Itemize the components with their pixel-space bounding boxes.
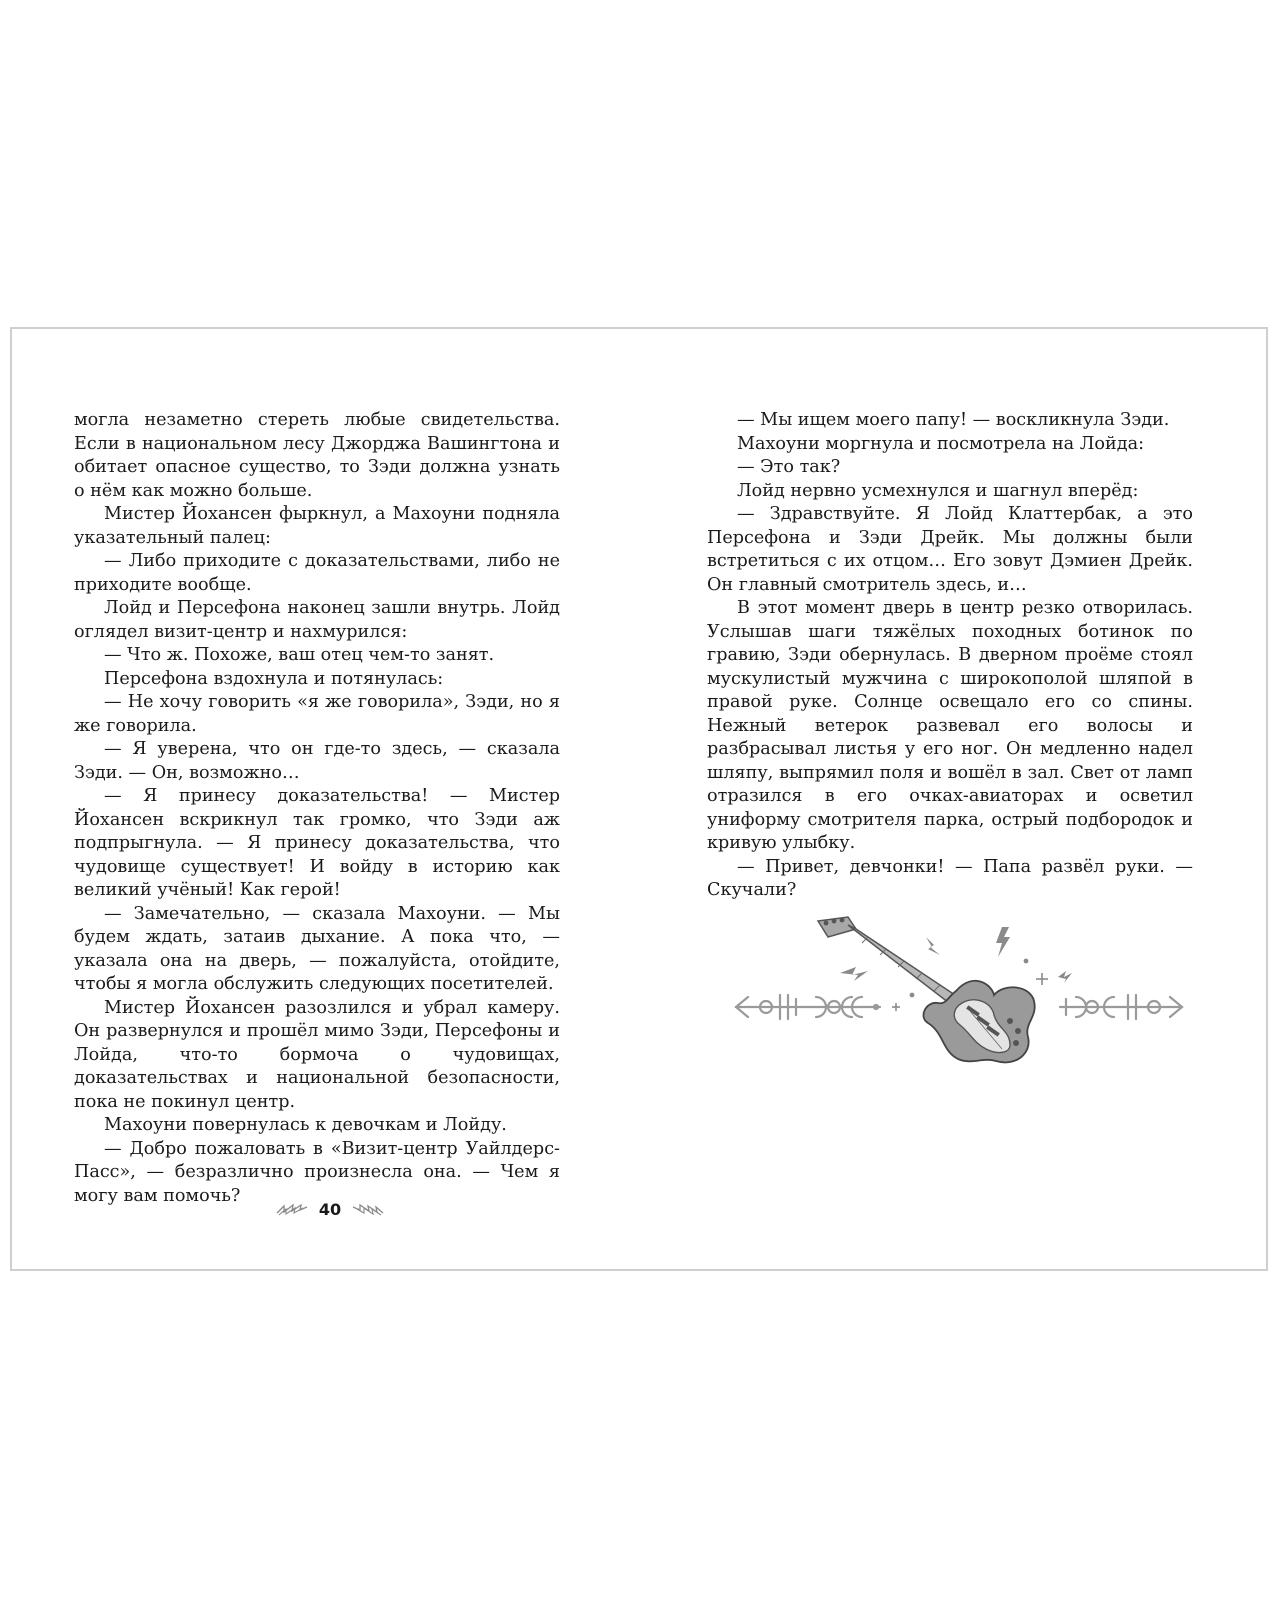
paragraph: — Здравствуйте. Я Лойд Клаттербак, а это Персефона и Зэди Дрейк. Мы должны были встретиться с их отцом… Его зовут Дэмиен Дрейк. Он главный смотритель здесь, и… — [707, 504, 1193, 595]
paragraph: Лойд нервно усмехнулся и шагнул вперёд: — [737, 480, 1139, 501]
left-page — [74, 409, 560, 1208]
paragraph: В этот момент дверь в центр резко отворилась. Услышав шаги тяжёлых походных ботинок по гравию, Зэди обернулась. В дверном проёме стоял мускулистый мужчина с широкополой шляпой в правой руке. Солнце освещало его со спины. Нежный ветерок развевал его волосы и разбрасывал листья у его ног. Он медленно надел шляпу, выпрямил поля и вошёл в зал. Свет от ламп отразился в его очках-авиаторах и осветил униформу смотрителя парка, острый подбородок и кривую улыбку. — [707, 598, 1193, 853]
paragraph: могла незаметно стереть любые свидетельства. Если в национальном лесу Джорджа Вашингтона и обитает опасное существо, то Зэди должна узнать о нём как можно больше. — [74, 410, 560, 501]
paragraph: — Я уверена, что он где-то здесь, — сказала Зэди. — Он, возможно… — [74, 739, 560, 783]
page-number: 40 — [318, 1199, 342, 1219]
right-page — [707, 409, 1193, 903]
paragraph: Махоуни моргнула и посмотрела на Лойда: — [737, 433, 1145, 454]
paragraph: Персефона вздохнула и потянулась: — [104, 668, 444, 689]
paragraph: Махоуни повернулась к девочкам и Лойду. — [104, 1115, 507, 1135]
paragraph: Мистер Йохансен фыркнул, а Махоуни подняла указательный палец: — [74, 504, 560, 548]
paragraph: — Привет, девчонки! — Папа развёл руки. — Скучали? — [707, 856, 1193, 900]
page-number-footer — [270, 1197, 390, 1221]
guitar-illustration — [730, 899, 1200, 1069]
paragraph: — Это так? — [737, 457, 841, 477]
paragraph: — Что ж. Похоже, ваш отец чем-то занят. — [104, 645, 495, 665]
paragraph: — Добро пожаловать в «Визит-центр Уайлдерс-Пасс», — безразлично произнесла она. — Чем я могу вам помочь? — [74, 1138, 560, 1206]
paragraph: — Я принесу доказательства! — Мистер Йохансен вскрикнул так громко, что Зэди аж подпрыгнула. — Я принесу доказательства, что чудовище существует! И войду в историю как великий учёный! Как герой! — [74, 786, 560, 900]
paragraph: — Не хочу говорить «я же говорила», Зэди, но я же говорила. — [74, 692, 560, 736]
lightning-ornament-icon — [275, 1202, 309, 1216]
lightning-ornament-icon — [351, 1202, 385, 1216]
book-spread — [10, 327, 1268, 1271]
paragraph: — Мы ищем моего папу! — воскликнула Зэди. — [737, 410, 1170, 430]
paragraph: — Либо приходите с доказательствами, либо не приходите вообще. — [74, 551, 560, 595]
paragraph: Лойд и Персефона наконец зашли внутрь. Лойд оглядел визит-центр и нахмурился: — [74, 598, 560, 642]
lightning-ornament-icon — [840, 927, 1072, 983]
paragraph: Мистер Йохансен разозлился и убрал камеру. Он развернулся и прошёл мимо Зэди, Персефоны и Лойда, что-то бормоча о чудовищах, доказательствах и национальной безопасности, пока не покинул центр. — [74, 997, 560, 1112]
paragraph: — Замечательно, — сказала Махоуни. — Мы будем ждать, затаив дыхание. А пока что, — указала она на дверь, — пожалуйста, отойдите, чтобы я могла обслужить следующих посетителей. — [74, 903, 560, 994]
